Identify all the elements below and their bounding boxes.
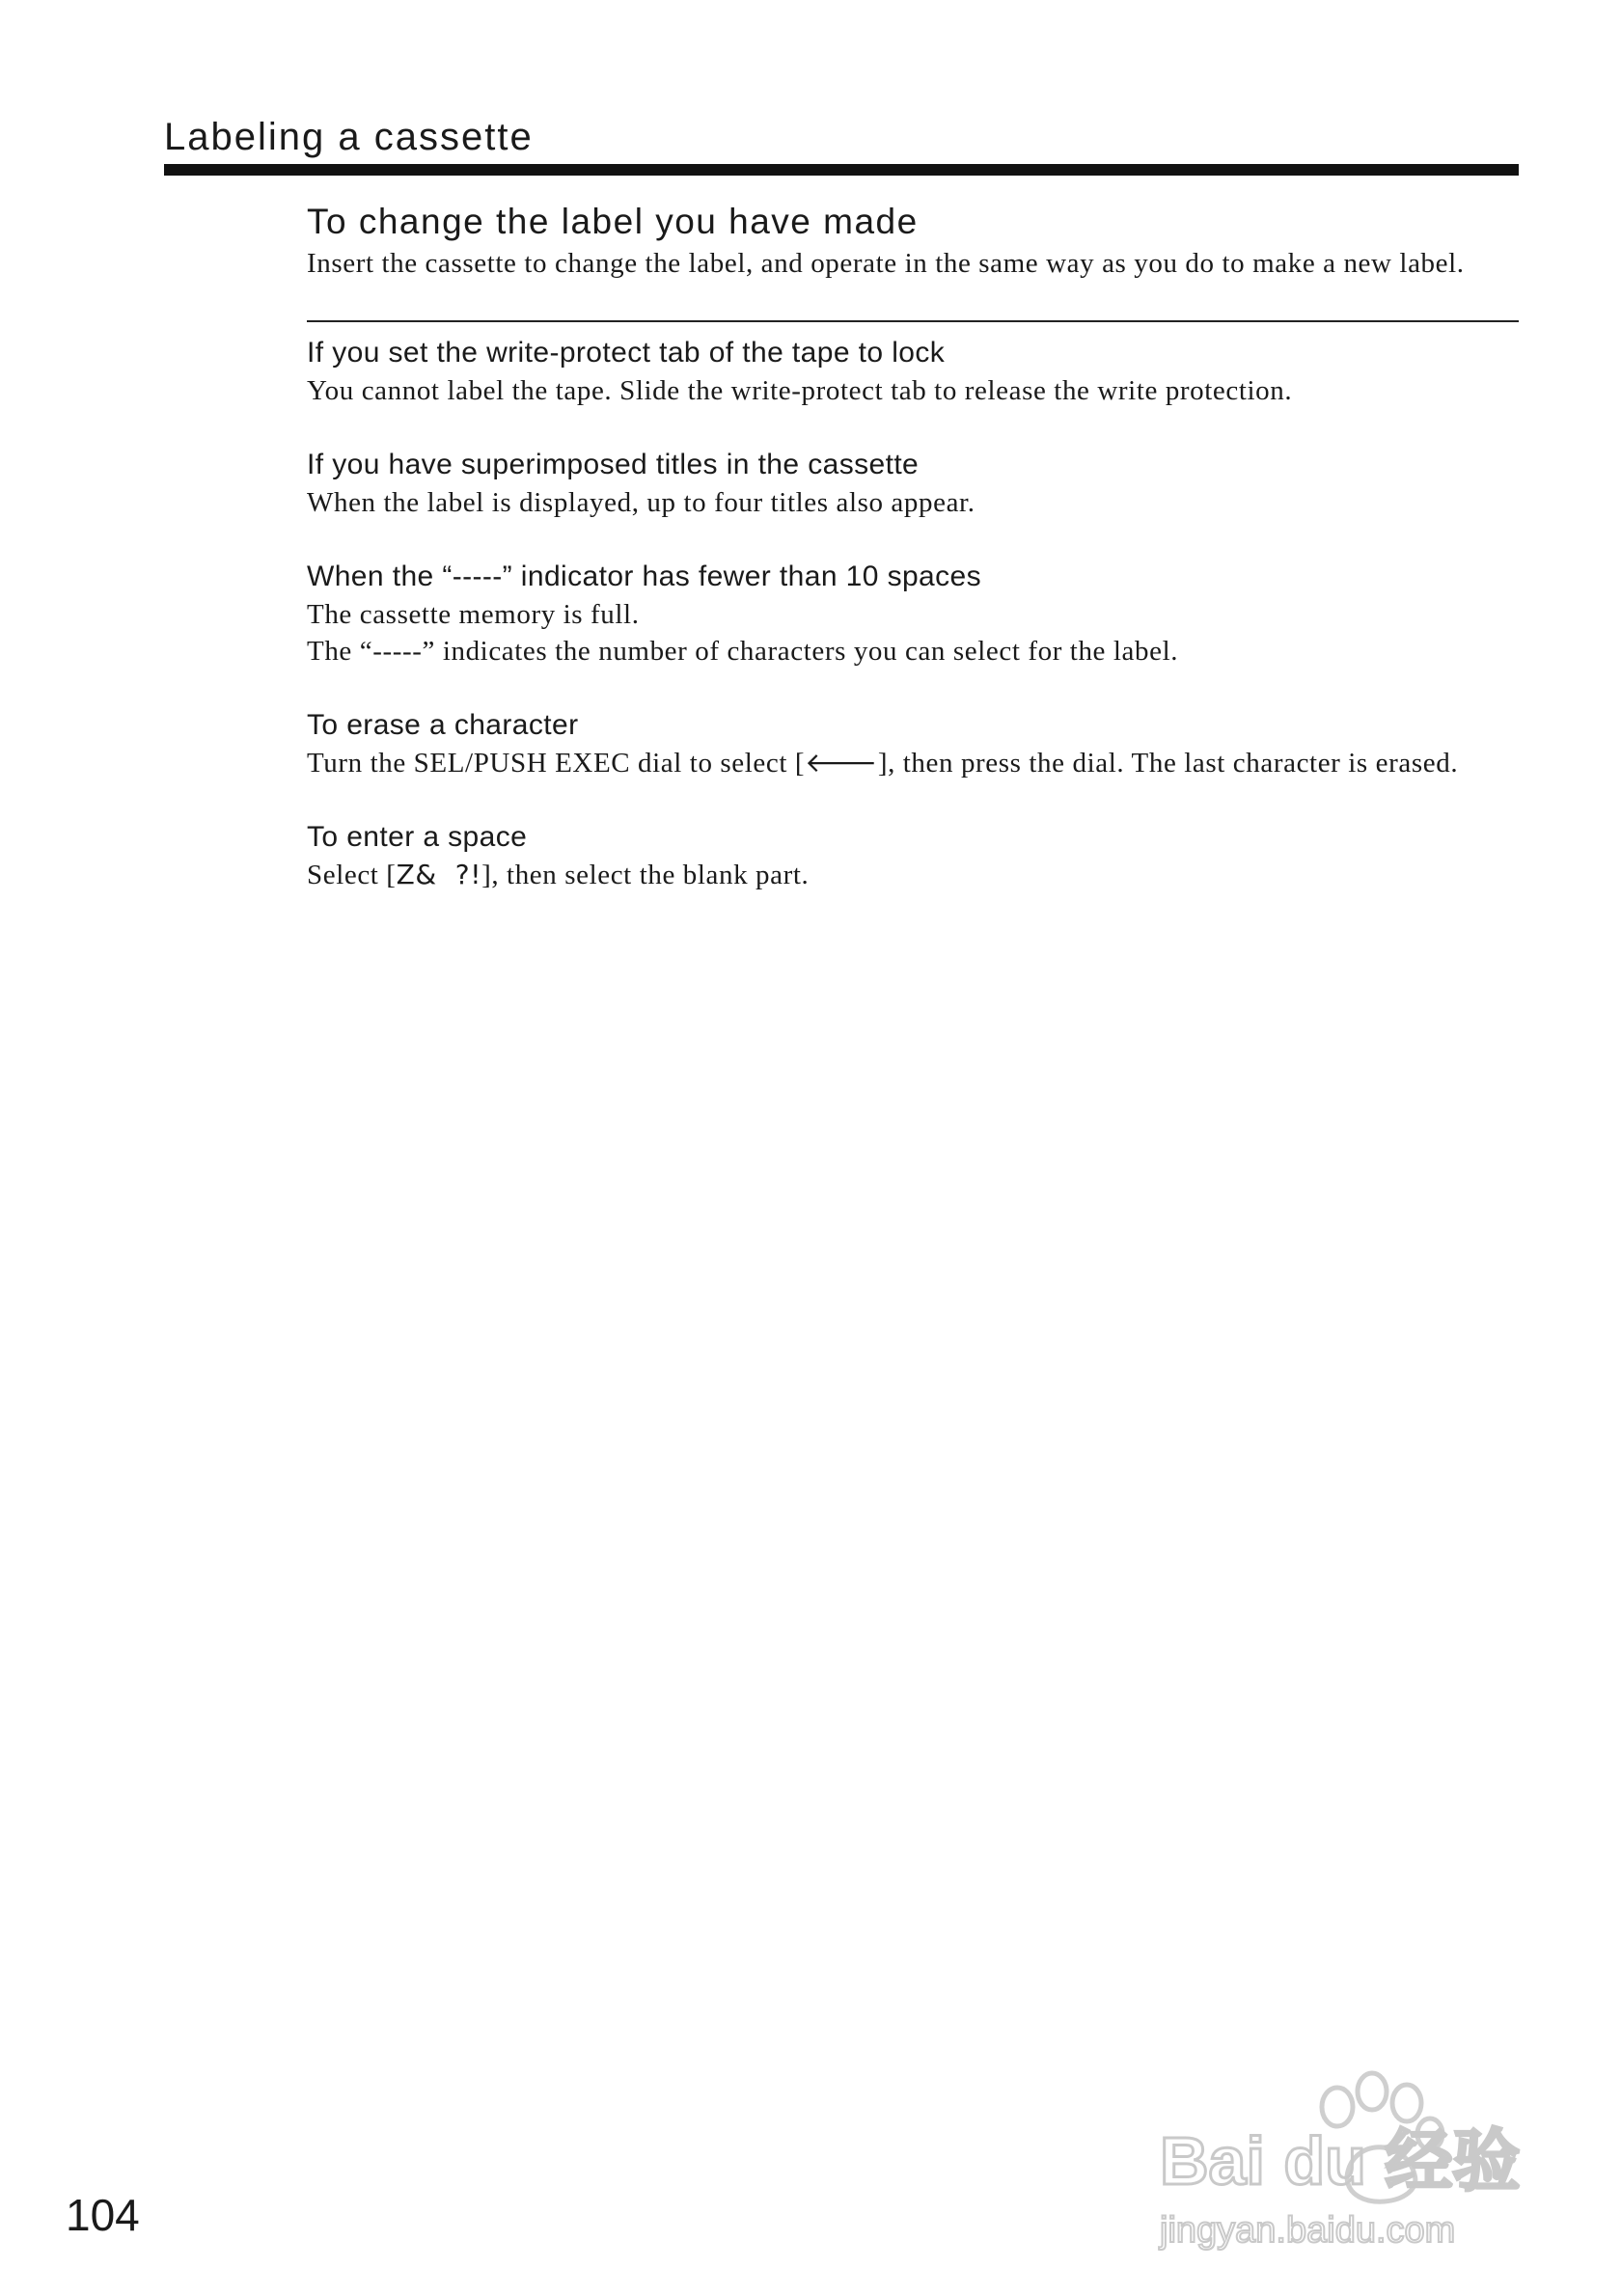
main-heading: To change the label you have made	[307, 202, 919, 241]
note-heading: To erase a character	[307, 709, 579, 741]
note-space	[307, 818, 1519, 893]
note-body	[307, 857, 1519, 893]
note-indicator	[307, 558, 1519, 670]
note-heading: If you set the write-protect tab of the tape to lock	[307, 337, 946, 369]
page-content	[307, 199, 1519, 930]
intro-body: Insert the cassette to change the label, and operate in the same way as you do to make a new label.	[307, 248, 1465, 279]
running-header	[164, 112, 1519, 162]
note-body-line-2: The “-----” indicates the number of characters you can select for the label.	[307, 636, 1179, 667]
note-heading: To enter a space	[307, 821, 528, 853]
notes-divider	[307, 320, 1519, 322]
section-title: Labeling a cassette	[164, 116, 534, 158]
symbol-set-glyph: Z& ?!	[396, 859, 482, 890]
note-heading: If you have superimposed titles in the cassette	[307, 449, 920, 480]
left-arrow-icon: 🡐	[805, 747, 878, 779]
note-body: You cannot label the tape. Slide the write-protect tab to release the write protection.	[307, 375, 1293, 406]
body-text-after: ], then press the dial. The last character is erased.	[877, 748, 1459, 779]
note-body	[307, 745, 1519, 781]
note-erase	[307, 706, 1519, 781]
note-body: When the label is displayed, up to four titles also appear.	[307, 487, 975, 518]
baidu-watermark-icon	[1154, 2061, 1540, 2254]
note-superimposed	[307, 446, 1519, 521]
page-number: 104	[66, 2190, 140, 2240]
intro-block	[307, 199, 1519, 282]
watermark-brand: Bai du 经验	[1160, 2123, 1521, 2199]
body-text-after: ], then select the blank part.	[481, 860, 810, 890]
note-heading: When the “-----” indicator has fewer than 10 spaces	[307, 560, 982, 592]
body-text-before: Turn the SEL/PUSH EXEC dial to select [	[307, 748, 806, 779]
note-write-protect	[307, 334, 1519, 409]
note-body-line-1: The cassette memory is full.	[307, 599, 640, 630]
header-rule	[164, 164, 1519, 176]
watermark-url: jingyan.baidu.com	[1160, 2210, 1456, 2251]
body-text-before: Select [	[307, 860, 397, 890]
